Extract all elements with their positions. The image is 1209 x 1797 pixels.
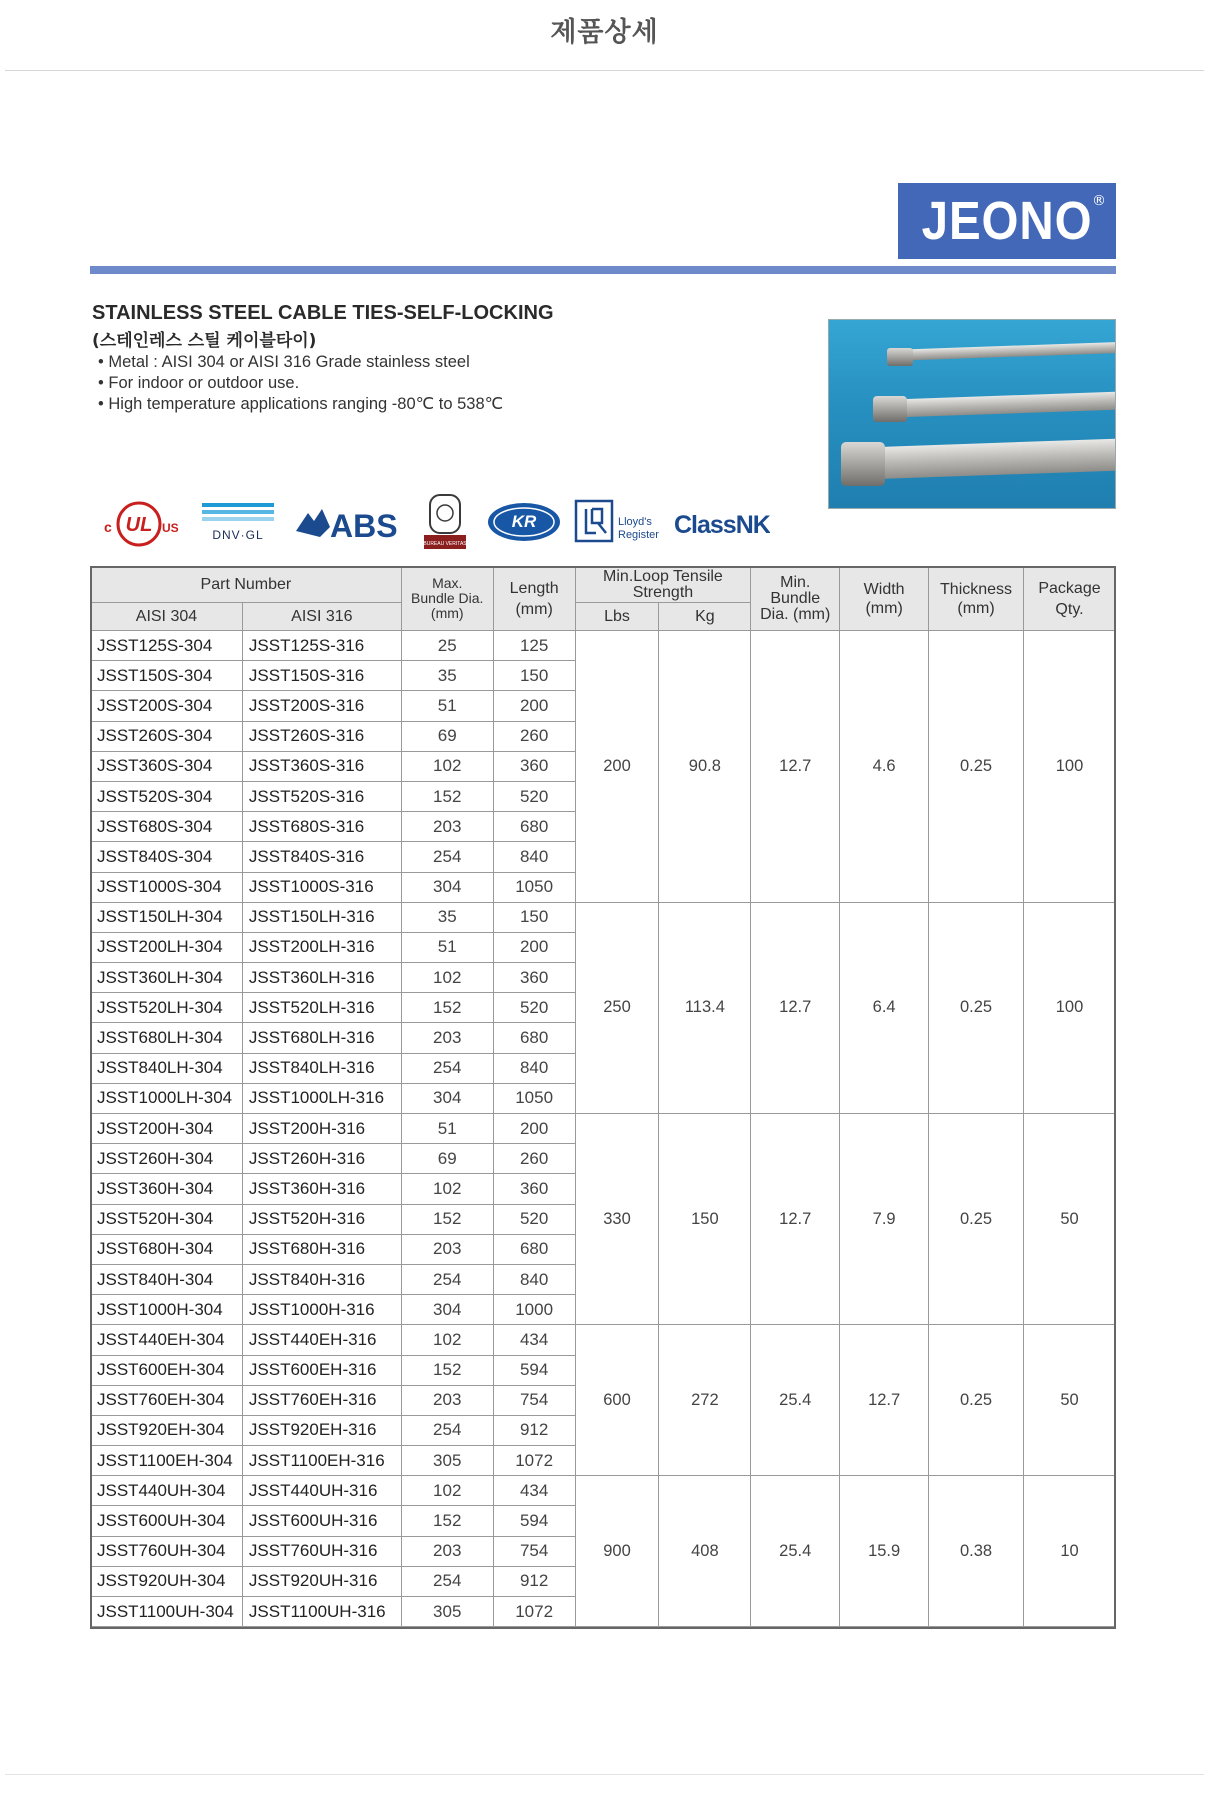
header-max-bundle-line2: Bundle Dia. (411, 590, 484, 606)
tensile-lbs-cell: 200 (575, 631, 659, 903)
page-title: 제품상세 (550, 17, 659, 48)
length-cell: 680 (493, 1234, 575, 1264)
thickness-cell: 0.25 (929, 631, 1024, 903)
max-bundle-cell: 203 (401, 1385, 493, 1415)
header-min-bundle (751, 567, 840, 631)
ul-c: c (104, 519, 112, 535)
min-bundle-cell: 25.4 (751, 1325, 840, 1476)
part-aisi316-cell: JSST920EH-316 (242, 1415, 401, 1445)
part-aisi316-cell: JSST125S-316 (242, 631, 401, 661)
part-aisi316-cell: JSST680H-316 (242, 1234, 401, 1264)
header-package (1024, 567, 1116, 631)
header-thickness (929, 567, 1024, 631)
part-aisi304-cell: JSST360LH-304 (91, 963, 243, 993)
max-bundle-cell: 152 (401, 781, 493, 811)
max-bundle-cell: 203 (401, 1023, 493, 1053)
bureau-veritas-logo (422, 493, 468, 553)
part-aisi316-cell: JSST520H-316 (242, 1204, 401, 1234)
part-aisi316-cell: JSST1100EH-316 (242, 1446, 401, 1476)
length-cell: 840 (493, 842, 575, 872)
max-bundle-cell: 305 (401, 1597, 493, 1627)
table-row (91, 902, 1116, 932)
min-bundle-cell: 12.7 (751, 1114, 840, 1325)
length-cell: 360 (493, 751, 575, 781)
part-aisi304-cell: JSST1000S-304 (91, 872, 243, 902)
part-aisi316-cell: JSST520LH-316 (242, 993, 401, 1023)
length-cell: 680 (493, 812, 575, 842)
part-aisi304-cell: JSST680H-304 (91, 1234, 243, 1264)
max-bundle-cell: 304 (401, 1295, 493, 1325)
part-aisi304-cell: JSST520H-304 (91, 1204, 243, 1234)
part-aisi304-cell: JSST150LH-304 (91, 902, 243, 932)
thickness-cell: 0.25 (929, 1325, 1024, 1476)
part-aisi316-cell: JSST1100UH-316 (242, 1597, 401, 1627)
thickness-cell: 0.38 (929, 1476, 1024, 1627)
header-kg: Kg (659, 603, 751, 631)
feature-item: • For indoor or outdoor use. (98, 373, 503, 394)
part-aisi304-cell: JSST1100UH-304 (91, 1597, 243, 1627)
part-aisi304-cell: JSST840LH-304 (91, 1053, 243, 1083)
part-aisi304-cell: JSST760UH-304 (91, 1536, 243, 1566)
length-cell: 125 (493, 631, 575, 661)
part-aisi316-cell: JSST840S-316 (242, 842, 401, 872)
part-aisi316-cell: JSST760EH-316 (242, 1385, 401, 1415)
header-min-bundle-line3: Dia. (mm) (760, 605, 831, 623)
part-aisi316-cell: JSST200H-316 (242, 1114, 401, 1144)
part-aisi316-cell: JSST440EH-316 (242, 1325, 401, 1355)
abs-text: ABS (330, 508, 398, 544)
dnv-gl-text: DNV·GL (212, 528, 264, 542)
kr-text: KR (511, 512, 537, 531)
dnv-gl-logo (200, 501, 276, 547)
length-cell: 520 (493, 1204, 575, 1234)
header-lbs: Lbs (575, 603, 659, 631)
package-qty-cell: 100 (1024, 902, 1116, 1113)
part-aisi316-cell: JSST520S-316 (242, 781, 401, 811)
max-bundle-cell: 152 (401, 993, 493, 1023)
header-tensile (575, 567, 751, 603)
product-photo (828, 319, 1116, 509)
header-max-bundle-line3: (mm) (430, 605, 464, 621)
max-bundle-cell: 254 (401, 1566, 493, 1596)
product-subtitle: (스테인레스 스틸 케이블타이) (92, 331, 317, 351)
table-row (91, 1114, 1116, 1144)
length-cell: 200 (493, 1114, 575, 1144)
part-aisi304-cell: JSST260H-304 (91, 1144, 243, 1174)
package-qty-cell: 50 (1024, 1325, 1116, 1476)
header-length-line2: (mm) (515, 600, 553, 618)
kr-logo (486, 501, 562, 543)
max-bundle-cell: 102 (401, 963, 493, 993)
part-aisi316-cell: JSST760UH-316 (242, 1536, 401, 1566)
cable-ties-illustration (829, 320, 1116, 509)
max-bundle-cell: 69 (401, 721, 493, 751)
part-aisi316-cell: JSST150LH-316 (242, 902, 401, 932)
header-width-line2: (mm) (865, 599, 903, 617)
part-aisi304-cell: JSST920EH-304 (91, 1415, 243, 1445)
spec-table (90, 566, 1116, 1627)
part-aisi304-cell: JSST200S-304 (91, 691, 243, 721)
width-cell: 7.9 (840, 1114, 929, 1325)
length-cell: 840 (493, 1053, 575, 1083)
part-aisi304-cell: JSST125S-304 (91, 631, 243, 661)
max-bundle-cell: 203 (401, 812, 493, 842)
length-cell: 434 (493, 1325, 575, 1355)
length-cell: 594 (493, 1355, 575, 1385)
max-bundle-cell: 203 (401, 1536, 493, 1566)
max-bundle-cell: 35 (401, 661, 493, 691)
thickness-cell: 0.25 (929, 1114, 1024, 1325)
header-tensile-line2: Strength (632, 583, 694, 601)
part-aisi304-cell: JSST520LH-304 (91, 993, 243, 1023)
part-aisi304-cell: JSST1000LH-304 (91, 1083, 243, 1113)
part-aisi316-cell: JSST260S-316 (242, 721, 401, 751)
max-bundle-cell: 102 (401, 1325, 493, 1355)
length-cell: 840 (493, 1264, 575, 1294)
max-bundle-cell: 152 (401, 1355, 493, 1385)
tensile-lbs-cell: 330 (575, 1114, 659, 1325)
part-aisi304-cell: JSST600UH-304 (91, 1506, 243, 1536)
min-bundle-cell: 12.7 (751, 902, 840, 1113)
part-aisi304-cell: JSST1100EH-304 (91, 1446, 243, 1476)
part-aisi316-cell: JSST360LH-316 (242, 963, 401, 993)
part-aisi316-cell: JSST200LH-316 (242, 932, 401, 962)
length-cell: 200 (493, 691, 575, 721)
max-bundle-cell: 203 (401, 1234, 493, 1264)
part-aisi316-cell: JSST260H-316 (242, 1144, 401, 1174)
part-aisi316-cell: JSST600EH-316 (242, 1355, 401, 1385)
header-part-number: Part Number (91, 567, 402, 603)
length-cell: 360 (493, 963, 575, 993)
package-qty-cell: 50 (1024, 1114, 1116, 1325)
header-width-line1: Width (863, 580, 905, 598)
length-cell: 1000 (493, 1295, 575, 1325)
part-aisi304-cell: JSST760EH-304 (91, 1385, 243, 1415)
max-bundle-cell: 69 (401, 1144, 493, 1174)
part-aisi316-cell: JSST150S-316 (242, 661, 401, 691)
header-package-line1: Package (1038, 579, 1101, 597)
tensile-kg-cell: 113.4 (659, 902, 751, 1113)
ul-logo (96, 499, 182, 549)
length-cell: 594 (493, 1506, 575, 1536)
classnk-logo (672, 503, 770, 543)
part-aisi316-cell: JSST600UH-316 (242, 1506, 401, 1536)
part-aisi316-cell: JSST840H-316 (242, 1264, 401, 1294)
length-cell: 1050 (493, 1083, 575, 1113)
max-bundle-cell: 254 (401, 1264, 493, 1294)
feature-item: • High temperature applications ranging -80℃ to 538℃ (98, 394, 503, 415)
width-cell: 15.9 (840, 1476, 929, 1627)
max-bundle-cell: 102 (401, 751, 493, 781)
part-aisi316-cell: JSST360H-316 (242, 1174, 401, 1204)
table-row (91, 1325, 1116, 1355)
max-bundle-cell: 304 (401, 872, 493, 902)
feature-list (98, 352, 503, 415)
part-aisi304-cell: JSST920UH-304 (91, 1566, 243, 1596)
part-aisi304-cell: JSST600EH-304 (91, 1355, 243, 1385)
part-aisi304-cell: JSST150S-304 (91, 661, 243, 691)
tensile-lbs-cell: 600 (575, 1325, 659, 1476)
table-row (91, 1476, 1116, 1506)
max-bundle-cell: 51 (401, 691, 493, 721)
registered-mark: ® (1092, 193, 1106, 209)
header-min-bundle-line2: Bundle (770, 589, 821, 607)
max-bundle-cell: 51 (401, 932, 493, 962)
max-bundle-cell: 152 (401, 1204, 493, 1234)
header-aisi304: AISI 304 (91, 603, 243, 631)
part-aisi316-cell: JSST200S-316 (242, 691, 401, 721)
max-bundle-cell: 152 (401, 1506, 493, 1536)
part-aisi304-cell: JSST520S-304 (91, 781, 243, 811)
part-aisi316-cell: JSST680S-316 (242, 812, 401, 842)
tensile-kg-cell: 150 (659, 1114, 751, 1325)
length-cell: 360 (493, 1174, 575, 1204)
tensile-kg-cell: 90.8 (659, 631, 751, 903)
tensile-kg-cell: 272 (659, 1325, 751, 1476)
tensile-lbs-cell: 900 (575, 1476, 659, 1627)
part-aisi316-cell: JSST1000H-316 (242, 1295, 401, 1325)
part-aisi304-cell: JSST200H-304 (91, 1114, 243, 1144)
part-aisi304-cell: JSST360H-304 (91, 1174, 243, 1204)
classnk-text: ClassNK (674, 511, 770, 539)
bottom-divider (5, 1774, 1204, 1775)
width-cell: 6.4 (840, 902, 929, 1113)
brand-logo (898, 183, 1116, 259)
abs-logo (292, 501, 406, 545)
part-aisi304-cell: JSST200LH-304 (91, 932, 243, 962)
max-bundle-cell: 102 (401, 1476, 493, 1506)
tensile-lbs-cell: 250 (575, 902, 659, 1113)
feature-item: • Metal : AISI 304 or AISI 316 Grade stainless steel (98, 352, 503, 373)
header-length-line1: Length (509, 579, 559, 597)
max-bundle-cell: 25 (401, 631, 493, 661)
length-cell: 150 (493, 902, 575, 932)
part-aisi304-cell: JSST360S-304 (91, 751, 243, 781)
part-aisi304-cell: JSST840H-304 (91, 1264, 243, 1294)
part-aisi304-cell: JSST440UH-304 (91, 1476, 243, 1506)
part-aisi304-cell: JSST1000H-304 (91, 1295, 243, 1325)
length-cell: 1072 (493, 1597, 575, 1627)
min-bundle-cell: 12.7 (751, 631, 840, 903)
product-title: STAINLESS STEEL CABLE TIES-SELF-LOCKING (92, 302, 554, 324)
length-cell: 912 (493, 1566, 575, 1596)
part-aisi316-cell: JSST1000LH-316 (242, 1083, 401, 1113)
title-divider (5, 70, 1204, 71)
spec-table-body (91, 631, 1116, 1627)
part-aisi316-cell: JSST360S-316 (242, 751, 401, 781)
length-cell: 200 (493, 932, 575, 962)
package-qty-cell: 10 (1024, 1476, 1116, 1627)
header-thickness-line1: Thickness (940, 580, 1013, 598)
header-min-bundle-line1: Min. (780, 573, 811, 591)
part-aisi304-cell: JSST440EH-304 (91, 1325, 243, 1355)
length-cell: 754 (493, 1385, 575, 1415)
part-aisi304-cell: JSST680LH-304 (91, 1023, 243, 1053)
header-package-line2: Qty. (1055, 600, 1084, 618)
part-aisi316-cell: JSST680LH-316 (242, 1023, 401, 1053)
header-width (840, 567, 929, 631)
package-qty-cell: 100 (1024, 631, 1116, 903)
max-bundle-cell: 305 (401, 1446, 493, 1476)
length-cell: 520 (493, 993, 575, 1023)
ul-us: US (162, 521, 179, 535)
length-cell: 434 (493, 1476, 575, 1506)
bureau-veritas-text: BUREAU VERITAS (423, 541, 467, 547)
brand-logo-text: JEONO (921, 191, 1093, 251)
part-aisi304-cell: JSST840S-304 (91, 842, 243, 872)
part-aisi316-cell: JSST920UH-316 (242, 1566, 401, 1596)
max-bundle-cell: 35 (401, 902, 493, 932)
max-bundle-cell: 102 (401, 1174, 493, 1204)
header-length (493, 567, 575, 631)
tensile-kg-cell: 408 (659, 1476, 751, 1627)
length-cell: 260 (493, 1144, 575, 1174)
header-aisi316: AISI 316 (242, 603, 401, 631)
header-accent-bar (90, 266, 1116, 274)
part-aisi316-cell: JSST440UH-316 (242, 1476, 401, 1506)
part-aisi304-cell: JSST260S-304 (91, 721, 243, 751)
table-row (91, 631, 1116, 661)
length-cell: 150 (493, 661, 575, 691)
max-bundle-cell: 254 (401, 1053, 493, 1083)
max-bundle-cell: 304 (401, 1083, 493, 1113)
length-cell: 520 (493, 781, 575, 811)
length-cell: 1050 (493, 872, 575, 902)
length-cell: 912 (493, 1415, 575, 1445)
max-bundle-cell: 51 (401, 1114, 493, 1144)
max-bundle-cell: 254 (401, 842, 493, 872)
width-cell: 4.6 (840, 631, 929, 903)
header-max-bundle (401, 567, 493, 631)
ul-mark: UL (125, 514, 153, 536)
length-cell: 754 (493, 1536, 575, 1566)
part-aisi316-cell: JSST840LH-316 (242, 1053, 401, 1083)
header-max-bundle-line1: Max. (432, 575, 463, 591)
lloyds-register-logo (574, 499, 660, 547)
length-cell: 260 (493, 721, 575, 751)
part-aisi316-cell: JSST1000S-316 (242, 872, 401, 902)
thickness-cell: 0.25 (929, 902, 1024, 1113)
lloyds-text-2: Register (618, 529, 659, 541)
lloyds-text-1: Lloyd's (618, 516, 652, 528)
part-aisi304-cell: JSST680S-304 (91, 812, 243, 842)
length-cell: 1072 (493, 1446, 575, 1476)
header-thickness-line2: (mm) (957, 599, 995, 617)
length-cell: 680 (493, 1023, 575, 1053)
max-bundle-cell: 254 (401, 1415, 493, 1445)
width-cell: 12.7 (840, 1325, 929, 1476)
header-tensile-line1: Min.Loop Tensile (603, 567, 723, 585)
min-bundle-cell: 25.4 (751, 1476, 840, 1627)
